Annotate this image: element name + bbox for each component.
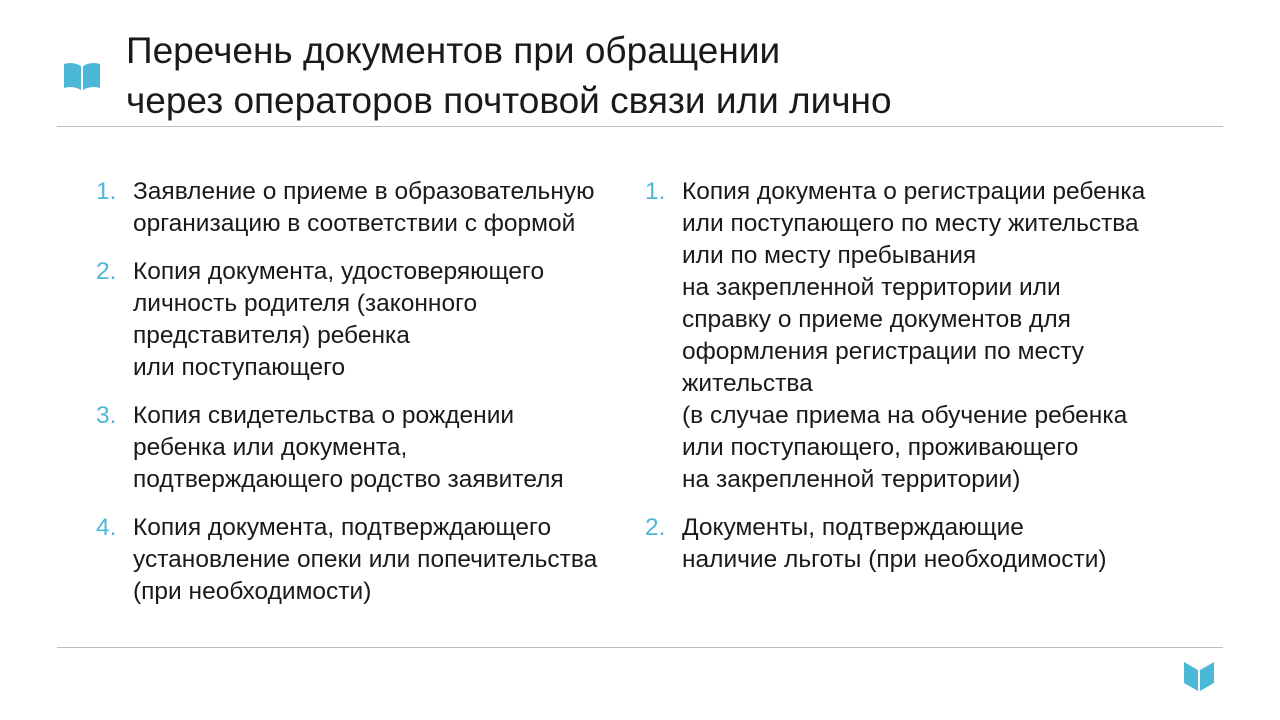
title-line-1: Перечень документов при обращении: [126, 30, 781, 71]
list-item-text: [133, 512, 597, 608]
text-line: Заявление о приеме в образовательную: [133, 178, 595, 205]
list-item: [645, 176, 1225, 496]
list-number: 1.: [96, 178, 117, 205]
text-line: Копия документа, подтверждающего: [133, 514, 552, 541]
top-divider: [57, 126, 1223, 127]
list-item: [96, 400, 656, 496]
right-document-list: [645, 176, 1225, 592]
text-line: на закрепленной территории): [682, 466, 1021, 493]
list-number: 2.: [96, 258, 117, 285]
text-line: (в случае приема на обучение ребенка: [682, 402, 1128, 429]
text-line: или поступающего, проживающего: [682, 434, 1079, 461]
list-item-text: [133, 256, 544, 384]
list-item: [645, 512, 1225, 576]
text-line: Копия документа, удостоверяющего: [133, 258, 545, 285]
text-line: установление опеки или попечительства: [133, 546, 598, 573]
list-number: 3.: [96, 402, 117, 429]
text-line: организацию в соответствии с формой: [133, 210, 576, 237]
text-line: личность родителя (законного: [133, 290, 478, 317]
list-item: [96, 176, 656, 240]
book-logo-icon: [1183, 660, 1215, 692]
text-line: жительства: [682, 370, 813, 397]
list-number: 1.: [645, 178, 666, 205]
text-line: или поступающего: [133, 354, 346, 381]
text-line: наличие льготы (при необходимости): [682, 546, 1107, 573]
text-line: подтверждающего родство заявителя: [133, 466, 564, 493]
list-number: 2.: [645, 514, 666, 541]
text-line: (при необходимости): [133, 578, 372, 605]
text-line: Копия документа о регистрации ребенка: [682, 178, 1146, 205]
book-open-icon: [63, 61, 101, 91]
list-item: [96, 512, 656, 608]
text-line: или по месту пребывания: [682, 242, 977, 269]
text-line: ребенка или документа,: [133, 434, 408, 461]
text-line: или поступающего по месту жительства: [682, 210, 1139, 237]
title-line-2: через операторов почтовой связи или лично: [126, 80, 892, 121]
list-item: [96, 256, 656, 384]
text-line: на закрепленной территории или: [682, 274, 1061, 301]
left-document-list: [96, 176, 656, 624]
text-line: Копия свидетельства о рождении: [133, 402, 515, 429]
bottom-divider: [57, 647, 1223, 648]
text-line: справку о приеме документов для: [682, 306, 1071, 333]
list-number: 4.: [96, 514, 117, 541]
list-item-text: [133, 400, 564, 496]
list-item-text: [682, 176, 1145, 496]
text-line: представителя) ребенка: [133, 322, 410, 349]
text-line: Документы, подтверждающие: [682, 514, 1024, 541]
list-item-text: [682, 512, 1107, 576]
list-item-text: [133, 176, 594, 240]
text-line: оформления регистрации по месту: [682, 338, 1085, 365]
page-title: [126, 26, 892, 126]
